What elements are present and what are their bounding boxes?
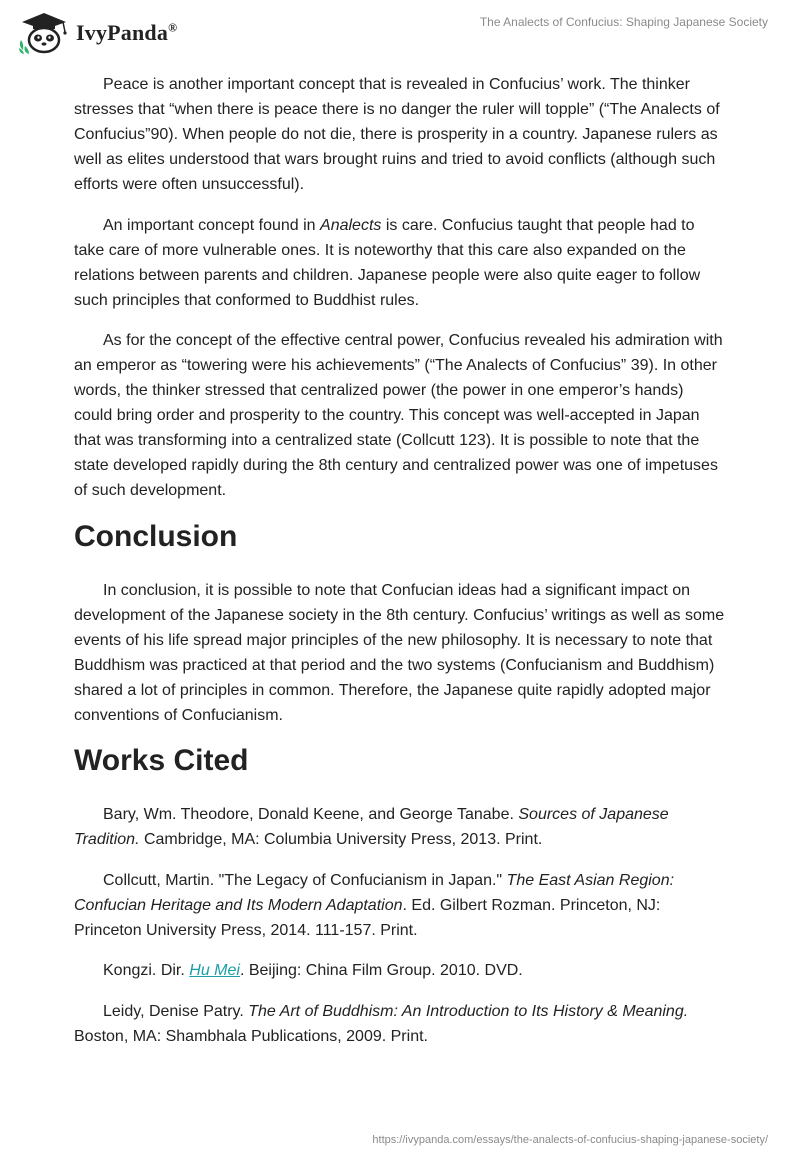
citation-collcutt: Collcutt, Martin. "The Legacy of Confucianism in Japan." The East Asian Region: Confucian Heritage and Its Modern Adaptation. Ed. Gilbert Rozman. Princeton, NJ: Princeton University Press, 2014. 111-157. Print. xyxy=(74,871,675,939)
works-cited-heading: Works Cited xyxy=(74,744,249,777)
paragraph-central-power: As for the concept of the effective central power, Confucius revealed his admiration with an emperor as “towering were his achievements” (“The Analects of Confucius” 39). In other words, the thinker stressed that centralized power (the power in one emperor’s hands) could bring order and prosperity to the country. This concept was well-accepted in Japan that was transforming into a centralized state (Collcutt 123). It is possible to note that the state developed rapidly during the 8th century and centralized power was one of impetuses of such development. xyxy=(74,332,723,499)
paragraph-care: An important concept found in Analects is care. Confucius taught that people had to take care of more vulnerable ones. It is noteworthy that this care also expanded on the relations between parents and children. Japanese people were also quite eager to follow such principles that conformed to Buddhist rules. xyxy=(74,216,701,309)
page-header xyxy=(0,0,800,70)
citation-bary: Bary, Wm. Theodore, Donald Keene, and George Tanabe. Sources of Japanese Tradition. Cambridge, MA: Columbia University Press, 2013. Print. xyxy=(74,806,669,848)
analects-title: Analects xyxy=(320,216,382,234)
citation-leidy: Leidy, Denise Patry. The Art of Buddhism: An Introduction to Its History & Meaning. Boston, MA: Shambhala Publications, 2009. Print. xyxy=(74,1002,689,1045)
citation-kongzi: Kongzi. Dir. Hu Mei. Beijing: China Film Group. 2010. DVD. xyxy=(103,962,523,979)
ivypanda-logo[interactable] xyxy=(16,10,177,56)
brand-name: IvyPanda® xyxy=(76,20,178,45)
document-title: The Analects of Confucius: Shaping Japanese Society xyxy=(479,15,768,29)
conclusion-heading: Conclusion xyxy=(74,519,238,553)
panda-graduate-icon xyxy=(16,10,72,56)
paragraph-conclusion: In conclusion, it is possible to note that Confucian ideas had a significant impact on development of the Japanese society in the 8th century. Confucius’ writings as well as some events of his life spread major principles of the new philosophy. It is necessary to note that Buddhism was practiced at that period and the two systems (Confucianism and Buddhism) shared a lot of principles in common. Therefore, the Japanese quite rapidly adopted major conventions of Confucianism. xyxy=(74,581,725,724)
paragraph-peace: Peace is another important concept that is revealed in Confucius’ work. The thinker stresses that “when there is peace there is no danger the ruler will topple” (“The Analects of Confucius”90). When people do not die, there is prosperity in a country. Japanese rulers as well as elites understood that wars brought ruins and tried to avoid conflicts (although such efforts were often unsuccessful). xyxy=(74,76,720,193)
essay-content xyxy=(74,72,726,1064)
source-url[interactable]: https://ivypanda.com/essays/the-analects-of-confucius-shaping-japanese-society/ xyxy=(372,1134,768,1146)
hu-mei-link[interactable]: Hu Mei xyxy=(189,962,240,979)
